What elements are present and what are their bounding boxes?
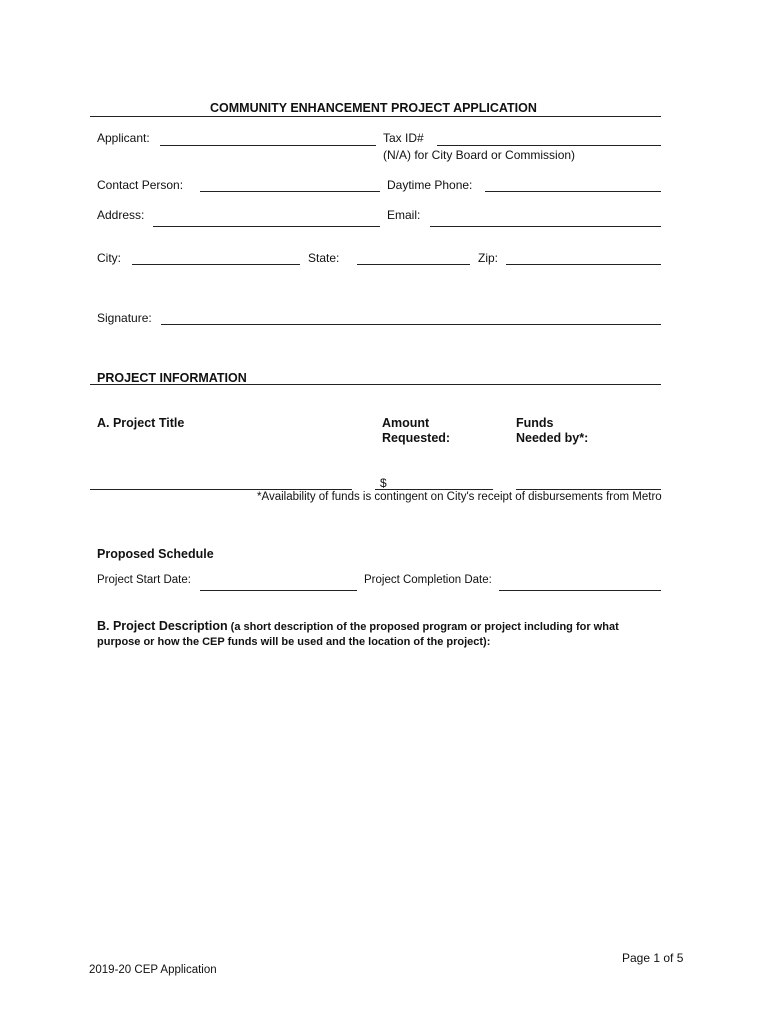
start-date-label: Project Start Date: [97, 574, 191, 586]
daytime-phone-field[interactable] [485, 191, 661, 192]
email-field[interactable] [430, 226, 661, 227]
description-lead: B. Project Description [97, 619, 228, 633]
amount-label-line2: Requested: [382, 431, 451, 445]
funds-needed-by-field[interactable] [516, 489, 661, 490]
state-field[interactable] [357, 264, 470, 265]
contact-person-field[interactable] [200, 191, 380, 192]
city-label: City: [97, 251, 121, 265]
project-info-heading: PROJECT INFORMATION [97, 371, 247, 385]
funds-footnote: *Availability of funds is contingent on City's receipt of disbursements from Metro [257, 491, 662, 503]
applicant-label: Applicant: [97, 131, 150, 145]
daytime-phone-label: Daytime Phone: [387, 178, 473, 192]
dollar-sign: $ [380, 476, 387, 490]
state-label: State: [308, 251, 340, 265]
funds-label-line1: Funds [516, 416, 554, 430]
email-label: Email: [387, 208, 421, 222]
description-text: (a short description of the proposed program or project including for what purpose or how the CEP funds will be used and the location of the project): [97, 621, 619, 648]
amount-requested-field[interactable] [375, 489, 493, 490]
project-description-heading [97, 619, 657, 650]
tax-id-label: Tax ID# [383, 131, 424, 145]
tax-id-note: (N/A) for City Board or Commission) [383, 148, 576, 162]
zip-field[interactable] [506, 264, 661, 265]
project-title-label: A. Project Title [97, 416, 185, 430]
contact-person-label: Contact Person: [97, 178, 184, 192]
signature-field[interactable] [161, 324, 661, 325]
amount-label-line1: Amount [382, 416, 430, 430]
schedule-heading: Proposed Schedule [97, 547, 214, 561]
tax-id-field[interactable] [437, 145, 661, 146]
applicant-field[interactable] [160, 145, 376, 146]
start-date-field[interactable] [200, 590, 357, 591]
city-field[interactable] [132, 264, 300, 265]
completion-date-field[interactable] [499, 590, 661, 591]
title-rule [90, 116, 661, 117]
signature-label: Signature: [97, 311, 152, 325]
page-number: Page 1 of 5 [622, 951, 684, 965]
funds-label-line2: Needed by*: [516, 431, 589, 445]
completion-date-label: Project Completion Date: [364, 574, 492, 586]
address-field[interactable] [153, 226, 380, 227]
project-title-field[interactable] [90, 489, 352, 490]
zip-label: Zip: [478, 251, 499, 265]
footer-doc-name: 2019-20 CEP Application [89, 964, 217, 976]
address-label: Address: [97, 208, 145, 222]
project-info-rule [90, 384, 661, 385]
document-title: COMMUNITY ENHANCEMENT PROJECT APPLICATION [210, 101, 537, 115]
